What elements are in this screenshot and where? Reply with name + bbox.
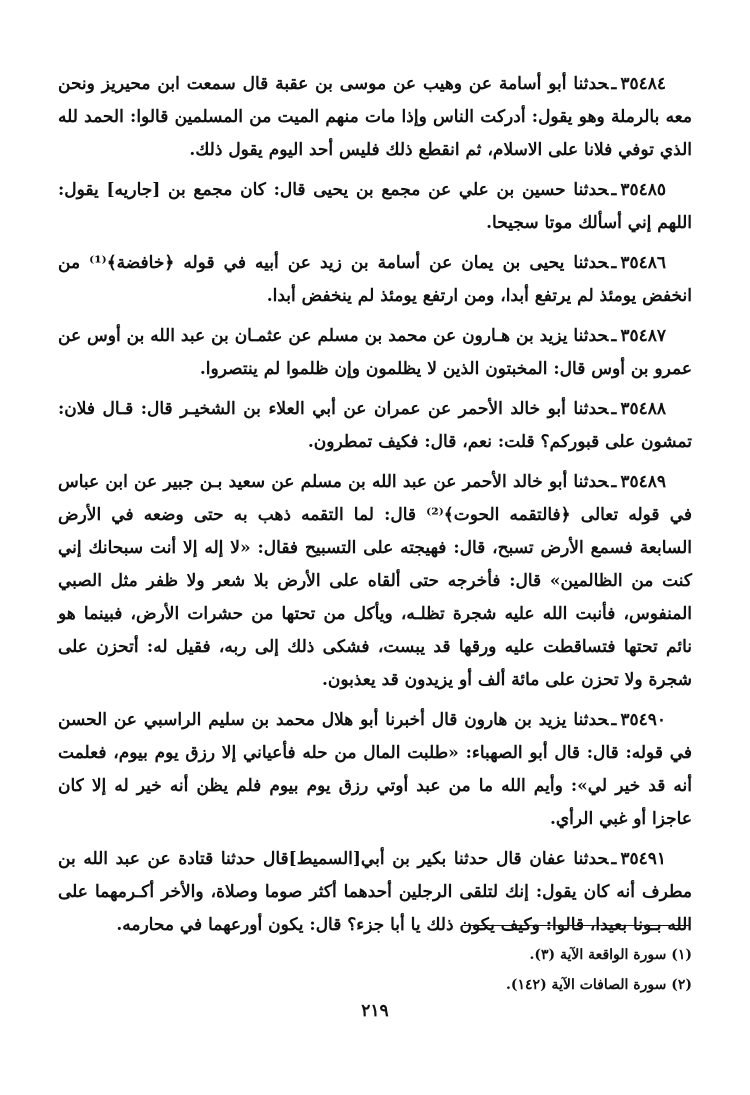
hadith-text: حدثنا حسين بن علي عن مجمع بن يحيى قال: كان مجمع بن [جاريه] يقول: اللهم إني أسألك موتا سجيحا. (58, 180, 692, 233)
hadith-35488 (58, 393, 692, 459)
hadith-dash: ـ (611, 472, 617, 492)
hadith-dash: ـ (611, 710, 617, 730)
hadith-text: حدثنا أبو خالد الأحمر عن عمران عن أبي العلاء بن الشخيـر قال: قـال فلان: تمشون على قبوركم؟ قلت: نعم، قال: فكيف تمطرون. (58, 399, 692, 452)
hadith-dash: ـ (611, 180, 617, 200)
footnote-1: (١) سورة الواقعة الآية (٣). (529, 947, 692, 963)
hadith-dash: ـ (611, 253, 617, 273)
footnotes (506, 940, 692, 1000)
hadith-text: حدثنا أبو أسامة عن وهيب عن موسى بن عقبة قال سمعت ابن محيريز ونحن معه بالرملة وهو يقول: أدركت الناس وإذا مات منهم الميت من المسلمين قالوا: الحمد لله الذي توفي فلانا على الاسلام، ثم انقطع ذلك فليس أحد اليوم يقول ذلك. (58, 74, 692, 160)
hadith-number: ٣٥٤٩١ (620, 849, 666, 869)
footnote-2: (٢) سورة الصافات الآية (١٤٢). (506, 977, 692, 993)
hadith-35491 (58, 843, 692, 942)
hadith-number: ٣٥٤٩٠ (620, 710, 666, 730)
hadith-number: ٣٥٤٨٩ (620, 472, 666, 492)
hadith-35489 (58, 466, 692, 697)
hadith-dash: ـ (611, 326, 617, 346)
hadith-text: حدثنا أبو خالد الأحمر عن عبد الله بن مسلم عن سعيد بـن جبير عن ابن عباس في قوله تعالى ﴿فالتقمه الحوت﴾⁽²⁾ قال: لما التقمه ذهب به حتى وضعه في الأرض السابعة فسمع الأرض تسبح، قال: فهيجته على التسبيح فقال: «لا إله إلا أنت سبحانك إني كنت من الظالمين» قال: فأخرجه حتى ألقاه على الأرض بلا شعر ولا ظفر مثل الصبي المنفوس، فأنبت الله عليه شجرة تظلـه، ويأكل من تحتها من حشرات الأرض، فبينما هو نائم تحتها فتساقطت عليه ورقها قد يبست، فشكى ذلك إلى ربه، فقيل له: أتحزن على شجرة ولا تحزن على مائة ألف أو يزيدون قد يعذبون. (58, 472, 692, 690)
hadith-number: ٣٥٤٨٨ (620, 399, 666, 419)
hadith-text: حدثنا عفان قال حدثنا بكير بن أبي[السميط]قال حدثنا قتادة عن عبد الله بن مطرف أنه كان يقول: إنك لتلقى الرجلين أحدهما أكثر صوما وصلاة، والأخر أكـرمهما على الله بـونا بعيدا، قالوا: وكيف يكون ذلك يا أبا جزء؟ قال: يكون أورعهما في محارمه. (58, 849, 692, 935)
hadith-number: ٣٥٤٨٧ (620, 326, 666, 346)
hadith-35485 (58, 174, 692, 240)
hadith-35487 (58, 320, 692, 386)
hadith-dash: ـ (611, 74, 617, 94)
hadith-35490 (58, 704, 692, 836)
hadith-35484 (58, 68, 692, 167)
hadith-text: حدثنا يحيى بن يمان عن أسامة بن زيد عن أبيه في قوله ﴿خافضة﴾⁽¹⁾ من انخفض يومئذ لم يرتفع أبدا، ومن ارتفع يومئذ لم ينخفض أبدا. (58, 253, 692, 306)
hadith-text: حدثنا يزيد بن هـارون عن محمد بن مسلم عن عثمـان بن عبد الله بن أوس عن عمرو بن أوس قال: المخبتون الذين لا يظلمون وإن ظلموا لم ينتصروا. (58, 326, 692, 379)
hadith-dash: ـ (611, 399, 617, 419)
hadith-text: حدثنا يزيد بن هارون قال أخبرنا أبو هلال محمد بن سليم الراسبي عن الحسن في قوله: قال: قال أبو الصهباء: «طلبت المال من حله فأعياني إلا رزق يوم بيوم، فعلمت أنه قد خير لي»: وأيم الله ما من عبد أوتي رزق يوم بيوم فلم يظن أنه خير له إلا كان عاجزا أو غبي الرأي. (58, 710, 692, 829)
page-number: ٢١٩ (361, 1001, 389, 1021)
hadith-number: ٣٥٤٨٥ (620, 180, 666, 200)
hadith-dash: ـ (611, 849, 617, 869)
hadith-35486 (58, 247, 692, 313)
footnote-divider (462, 925, 690, 926)
hadith-number: ٣٥٤٨٤ (620, 74, 666, 94)
hadith-number: ٣٥٤٨٦ (620, 253, 667, 273)
hadith-list (58, 68, 692, 949)
